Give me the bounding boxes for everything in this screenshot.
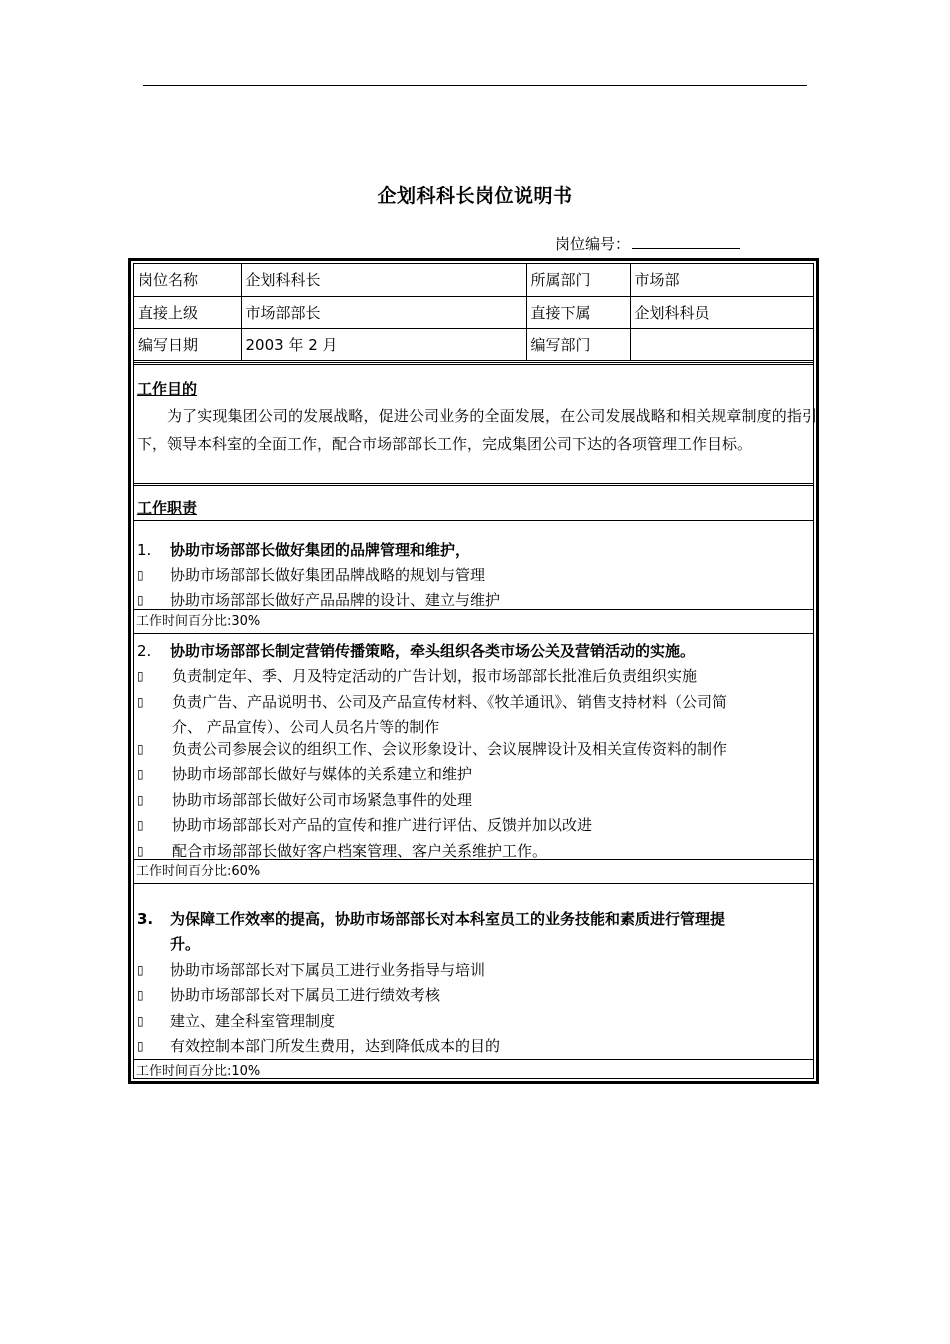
time-percentage: 工作时间百分比:60% xyxy=(136,864,261,879)
table-row xyxy=(134,328,813,360)
section-number: 2. xyxy=(137,642,152,660)
document-title: 企划科科长岗位说明书 xyxy=(377,185,573,207)
section-title: 协助市场部部长做好集团的品牌管理和维护， xyxy=(170,541,471,559)
list-item-continuation: 介、 产品宣传）、公司人员名片等的制作 xyxy=(172,718,440,736)
table-row xyxy=(134,264,813,296)
row-divider xyxy=(134,633,813,634)
bullet-icon: ▯ xyxy=(137,793,144,807)
value-direct-subordinate: 企划科科员 xyxy=(630,296,813,328)
list-item: 协助市场部部长对下属员工进行业务指导与培训 xyxy=(170,961,486,979)
basic-info-table xyxy=(134,264,813,361)
list-item: 协助市场部部长做好产品品牌的设计、建立与维护 xyxy=(170,591,501,609)
header-rule xyxy=(143,85,807,86)
value-department: 市场部 xyxy=(630,264,813,296)
bullet-icon: ▯ xyxy=(137,844,144,858)
purpose-heading: 工作目的 xyxy=(137,380,198,398)
bullet-icon: ▯ xyxy=(137,988,144,1002)
row-divider xyxy=(134,609,813,610)
row-divider xyxy=(134,883,813,884)
bullet-icon: ▯ xyxy=(137,568,144,582)
value-prepared-department xyxy=(630,328,813,360)
list-item: 协助市场部部长对产品的宣传和推广进行评估、反馈并加以改进 xyxy=(172,816,593,834)
bullet-icon: ▯ xyxy=(137,695,144,709)
label-direct-superior: 直接上级 xyxy=(134,296,241,328)
row-divider xyxy=(134,1059,813,1060)
label-position-name: 岗位名称 xyxy=(134,264,241,296)
value-prepared-date: 2003 年 2 月 xyxy=(241,328,526,360)
time-percentage: 工作时间百分比:30% xyxy=(136,614,261,629)
label-department: 所属部门 xyxy=(526,264,630,296)
bullet-icon: ▯ xyxy=(137,1014,144,1028)
section-divider xyxy=(134,520,813,521)
section-number: 1. xyxy=(137,541,152,559)
position-number-label: 岗位编号： xyxy=(555,235,631,253)
bullet-icon: ▯ xyxy=(137,767,144,781)
list-item: 负责广告、产品说明书、公司及产品宣传材料、《牧羊通讯》、销售支持材料（公司简 xyxy=(172,693,728,711)
section-title-continuation: 升。 xyxy=(170,935,201,953)
bullet-icon: ▯ xyxy=(137,669,144,683)
label-direct-subordinate: 直接下属 xyxy=(526,296,630,328)
label-prepared-date: 编写日期 xyxy=(134,328,241,360)
list-item: 协助市场部部长做好集团品牌战略的规划与管理 xyxy=(170,566,486,584)
duties-heading: 工作职责 xyxy=(137,499,198,517)
job-description-frame xyxy=(128,258,819,1084)
label-prepared-department: 编写部门 xyxy=(526,328,630,360)
list-item: 协助市场部部长对下属员工进行绩效考核 xyxy=(170,986,441,1004)
position-number-blank xyxy=(632,234,740,249)
list-item: 协助市场部部长做好与媒体的关系建立和维护 xyxy=(172,765,473,783)
purpose-text: 为了实现集团公司的发展战略，促进公司业务的全面发展，在公司发展战略和相关规章制度的指引下，领导本科室的全面工作，配合市场部部长工作，完成集团公司下达的各项管理工作目标。 xyxy=(137,407,817,453)
section-divider xyxy=(134,362,813,365)
bullet-icon: ▯ xyxy=(137,963,144,977)
list-item: 有效控制本部门所发生费用，达到降低成本的目的 xyxy=(170,1037,501,1055)
section-title: 协助市场部部长制定营销传播策略，牵头组织各类市场公关及营销活动的实施。 xyxy=(170,642,696,660)
list-item: 建立、建全科室管理制度 xyxy=(170,1012,336,1030)
job-description-body xyxy=(133,263,817,1079)
position-number xyxy=(555,233,740,254)
bullet-icon: ▯ xyxy=(137,593,144,607)
value-direct-superior: 市场部部长 xyxy=(241,296,526,328)
section-title: 为保障工作效率的提高，协助市场部部长对本科室员工的业务技能和素质进行管理提 xyxy=(170,910,726,928)
bullet-icon: ▯ xyxy=(137,818,144,832)
list-item: 负责公司参展会议的组织工作、会议形象设计、会议展牌设计及相关宣传资料的制作 xyxy=(172,740,728,758)
list-item: 协助市场部部长做好公司市场紧急事件的处理 xyxy=(172,791,473,809)
row-divider xyxy=(134,859,813,860)
time-percentage: 工作时间百分比:10% xyxy=(136,1064,261,1079)
list-item: 负责制定年、季、月及特定活动的广告计划，报市场部部长批准后负责组织实施 xyxy=(172,667,698,685)
list-item: 配合市场部部长做好客户档案管理、客户关系维护工作。 xyxy=(172,842,548,860)
value-position-name: 企划科科长 xyxy=(241,264,526,296)
bullet-icon: ▯ xyxy=(137,1039,144,1053)
table-row xyxy=(134,296,813,328)
bullet-icon: ▯ xyxy=(137,742,144,756)
section-divider xyxy=(134,483,813,486)
section-number: 3. xyxy=(137,910,154,928)
